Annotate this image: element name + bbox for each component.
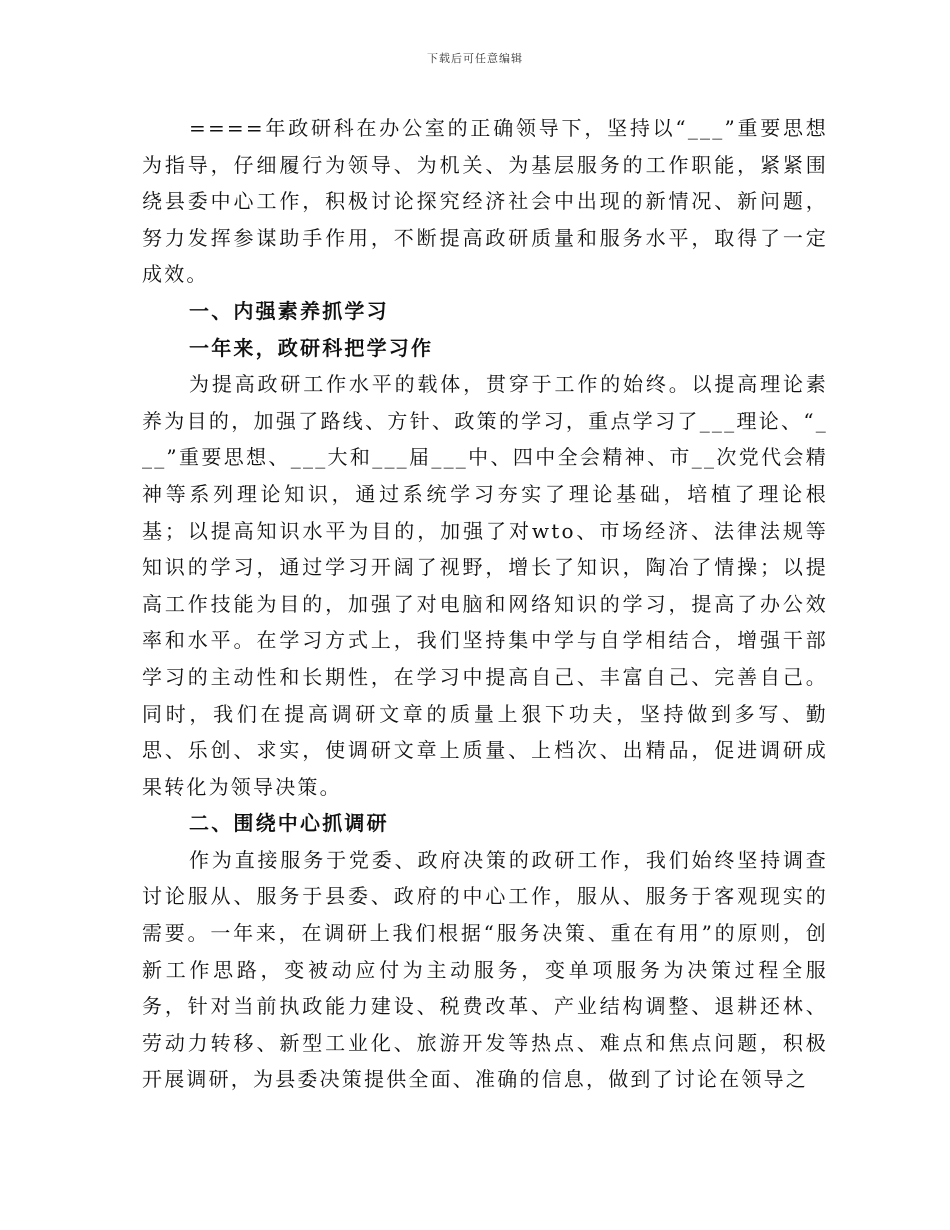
- section-subheading-study: 一年来，政研科把学习作: [189, 335, 434, 360]
- section-heading-research: 二、围绕中心抓调研: [189, 811, 389, 836]
- intro-paragraph: ====年政研科在办公室的正确领导下，坚持以“___”重要思想为指导，仔细履行为领导、为机关、为基层服务的工作职能，紧紧围绕县委中心工作，积极讨论探究经济社会中出现的新情况、新问题，努力发挥参谋助手作用，不断提高政研质量和服务水平，取得了一定成效。: [142, 116, 828, 287]
- study-paragraph: 为提高政研工作水平的载体，贯穿于工作的始终。以提高理论素养为目的，加强了路线、方针、政策的学习，重点学习了___理论、“___”重要思想、___大和___届___中、四中全会精神、市__次党代会精神等系列理论知识，通过系统学习夯实了理论基础，培植了理论根基；以提高知识水平为目的，加强了对wto、市场经济、法律法规等知识的学习，通过学习开阔了视野，增长了知识，陶冶了情操；以提高工作技能为目的，加强了对电脑和网络知识的学习，提高了办公效率和水平。在学习方式上，我们坚持集中学与自学相结合，增强干部学习的主动性和长期性，在学习中提高自己、丰富自己、完善自己。同时，我们在提高调研文章的质量上狠下功夫，坚持做到多写、勤思、乐创、求实，使调研文章上质量、上档次、出精品，促进调研成果转化为领导决策。: [142, 372, 828, 799]
- research-paragraph: 作为直接服务于党委、政府决策的政研工作，我们始终坚持调查讨论服从、服务于县委、政府的中心工作，服从、服务于客观现实的需要。一年来，在调研上我们根据“服务决策、重在有用”的原则，创新工作思路，变被动应付为主动服务，变单项服务为决策过程全服务，针对当前执政能力建设、税费改革、产业结构调整、退耕还林、劳动力转移、新型工业化、旅游开发等热点、难点和焦点问题，积极开展调研，为县委决策提供全面、准确的信息，做到了讨论在领导之: [142, 847, 828, 1092]
- document-body: [142, 110, 828, 1098]
- section-heading-study: 一、内强素养抓学习: [189, 298, 389, 323]
- page-header: 下载后可任意编辑: [427, 52, 523, 65]
